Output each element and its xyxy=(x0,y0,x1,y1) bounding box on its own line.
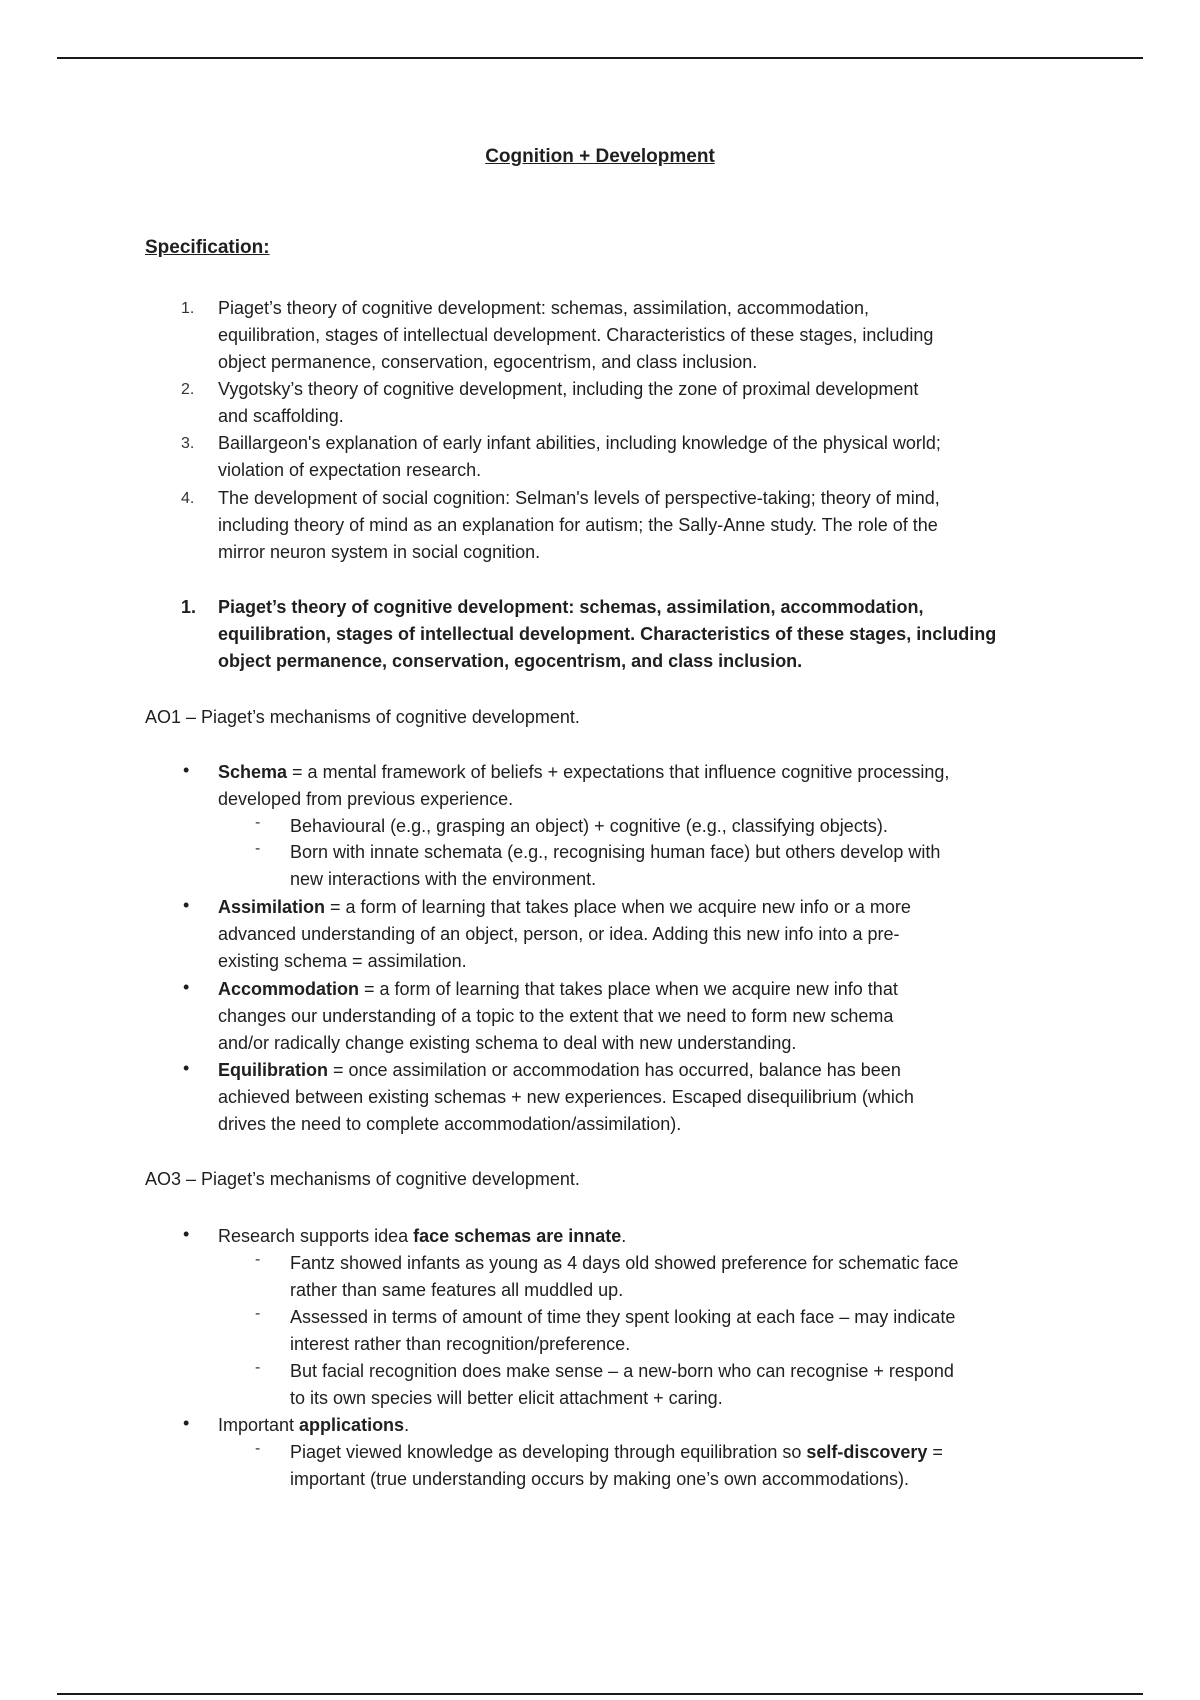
list-item xyxy=(218,977,898,1001)
list-item-line: Piaget’s theory of cognitive development: schemas, assimilation, accommodation, xyxy=(218,298,869,318)
bullet: • xyxy=(183,1058,190,1078)
sub-item: interest rather than recognition/preference. xyxy=(290,1334,631,1354)
dash: - xyxy=(255,840,261,857)
section-heading-line: equilibration, stages of intellectual development. Characteristics of these stages, including xyxy=(218,624,997,644)
sub-item: Fantz showed infants as young as 4 days old showed preference for schematic face xyxy=(290,1253,959,1273)
term-schema: Schema xyxy=(218,762,288,782)
list-item xyxy=(218,760,949,784)
list-item-line: including theory of mind as an explanation for autism; the Sally-Anne study. The role of the xyxy=(218,515,938,535)
sub-item: to its own species will better elicit attachment + caring. xyxy=(290,1388,723,1408)
sub-item: rather than same features all muddled up. xyxy=(290,1280,624,1300)
sub-item: But facial recognition does make sense – a new-born who can recognise + respond xyxy=(290,1361,954,1381)
bullet: • xyxy=(183,1224,190,1244)
sub-item xyxy=(290,1440,943,1464)
list-number: 1. xyxy=(181,300,195,317)
list-item xyxy=(218,1413,409,1437)
ao3-heading: AO3 – Piaget’s mechanisms of cognitive development. xyxy=(145,1169,580,1189)
emphasis: face schemas are innate xyxy=(413,1226,622,1246)
definition-text: and/or radically change existing schema to deal with new understanding. xyxy=(218,1033,797,1053)
list-item-line: equilibration, stages of intellectual development. Characteristics of these stages, including xyxy=(218,325,934,345)
definition-text: developed from previous experience. xyxy=(218,789,514,809)
definition-text: = a form of learning that takes place when we acquire new info or a more xyxy=(325,897,911,917)
list-item xyxy=(218,1224,626,1248)
term-assimilation: Assimilation xyxy=(218,897,326,917)
text: Research supports idea xyxy=(218,1226,414,1246)
list-item-line: mirror neuron system in social cognition. xyxy=(218,542,541,562)
definition-text: = once assimilation or accommodation has occurred, balance has been xyxy=(328,1060,901,1080)
sub-item: Born with innate schemata (e.g., recognising human face) but others develop with xyxy=(290,842,941,862)
text: Piaget viewed knowledge as developing through equilibration so xyxy=(290,1442,807,1462)
sub-item: Behavioural (e.g., grasping an object) + cognitive (e.g., classifying objects). xyxy=(290,816,888,836)
dash: - xyxy=(255,1305,261,1322)
section-heading-line: object permanence, conservation, egocentrism, and class inclusion. xyxy=(218,651,803,671)
definition-text: achieved between existing schemas + new experiences. Escaped disequilibrium (which xyxy=(218,1087,914,1107)
dash: - xyxy=(255,1359,261,1376)
definition-text: existing schema = assimilation. xyxy=(218,951,467,971)
sub-item: new interactions with the environment. xyxy=(290,869,597,889)
list-item xyxy=(218,895,911,919)
dash: - xyxy=(255,1251,261,1268)
emphasis: applications xyxy=(299,1415,405,1435)
dash: - xyxy=(255,814,261,831)
section-number: 1. xyxy=(181,597,197,617)
ao1-heading: AO1 – Piaget’s mechanisms of cognitive development. xyxy=(145,707,580,727)
list-item-line: and scaffolding. xyxy=(218,406,344,426)
dash: - xyxy=(255,1440,261,1457)
definition-text: = a mental framework of beliefs + expectations that influence cognitive processing, xyxy=(287,762,950,782)
bullet: • xyxy=(183,977,190,997)
footer-rule xyxy=(57,1693,1143,1695)
list-item-line: Baillargeon's explanation of early infant abilities, including knowledge of the physical world; xyxy=(218,433,941,453)
bullet: • xyxy=(183,895,190,915)
list-item-line: violation of expectation research. xyxy=(218,460,482,480)
definition-text: = a form of learning that takes place when we acquire new info that xyxy=(359,979,898,999)
list-number: 3. xyxy=(181,435,195,452)
sub-item: Assessed in terms of amount of time they spent looking at each face – may indicate xyxy=(290,1307,956,1327)
term-equilibration: Equilibration xyxy=(218,1060,328,1080)
page-title: Cognition + Development xyxy=(485,146,715,167)
section-heading-line: Piaget’s theory of cognitive development: schemas, assimilation, accommodation, xyxy=(218,597,924,617)
list-item-line: Vygotsky’s theory of cognitive development, including the zone of proximal development xyxy=(218,379,919,399)
list-item xyxy=(218,1058,901,1082)
bullet: • xyxy=(183,1413,190,1433)
list-number: 4. xyxy=(181,490,195,507)
text: . xyxy=(404,1415,410,1435)
list-item-line: object permanence, conservation, egocentrism, and class inclusion. xyxy=(218,352,758,372)
sub-item: important (true understanding occurs by making one’s own accommodations). xyxy=(290,1469,909,1489)
definition-text: changes our understanding of a topic to the extent that we need to form new schema xyxy=(218,1006,894,1026)
header-rule xyxy=(57,57,1143,59)
list-number: 2. xyxy=(181,381,195,398)
definition-text: advanced understanding of an object, person, or idea. Adding this new info into a pre- xyxy=(218,924,900,944)
text: Important xyxy=(218,1415,300,1435)
text: = xyxy=(927,1442,943,1462)
list-item-line: The development of social cognition: Selman's levels of perspective-taking; theory of mind, xyxy=(218,488,940,508)
emphasis: self-discovery xyxy=(806,1442,928,1462)
text: . xyxy=(621,1226,627,1246)
definition-text: drives the need to complete accommodation/assimilation). xyxy=(218,1114,682,1134)
term-accommodation: Accommodation xyxy=(218,979,360,999)
specification-heading: Specification: xyxy=(145,237,270,258)
bullet: • xyxy=(183,760,190,780)
